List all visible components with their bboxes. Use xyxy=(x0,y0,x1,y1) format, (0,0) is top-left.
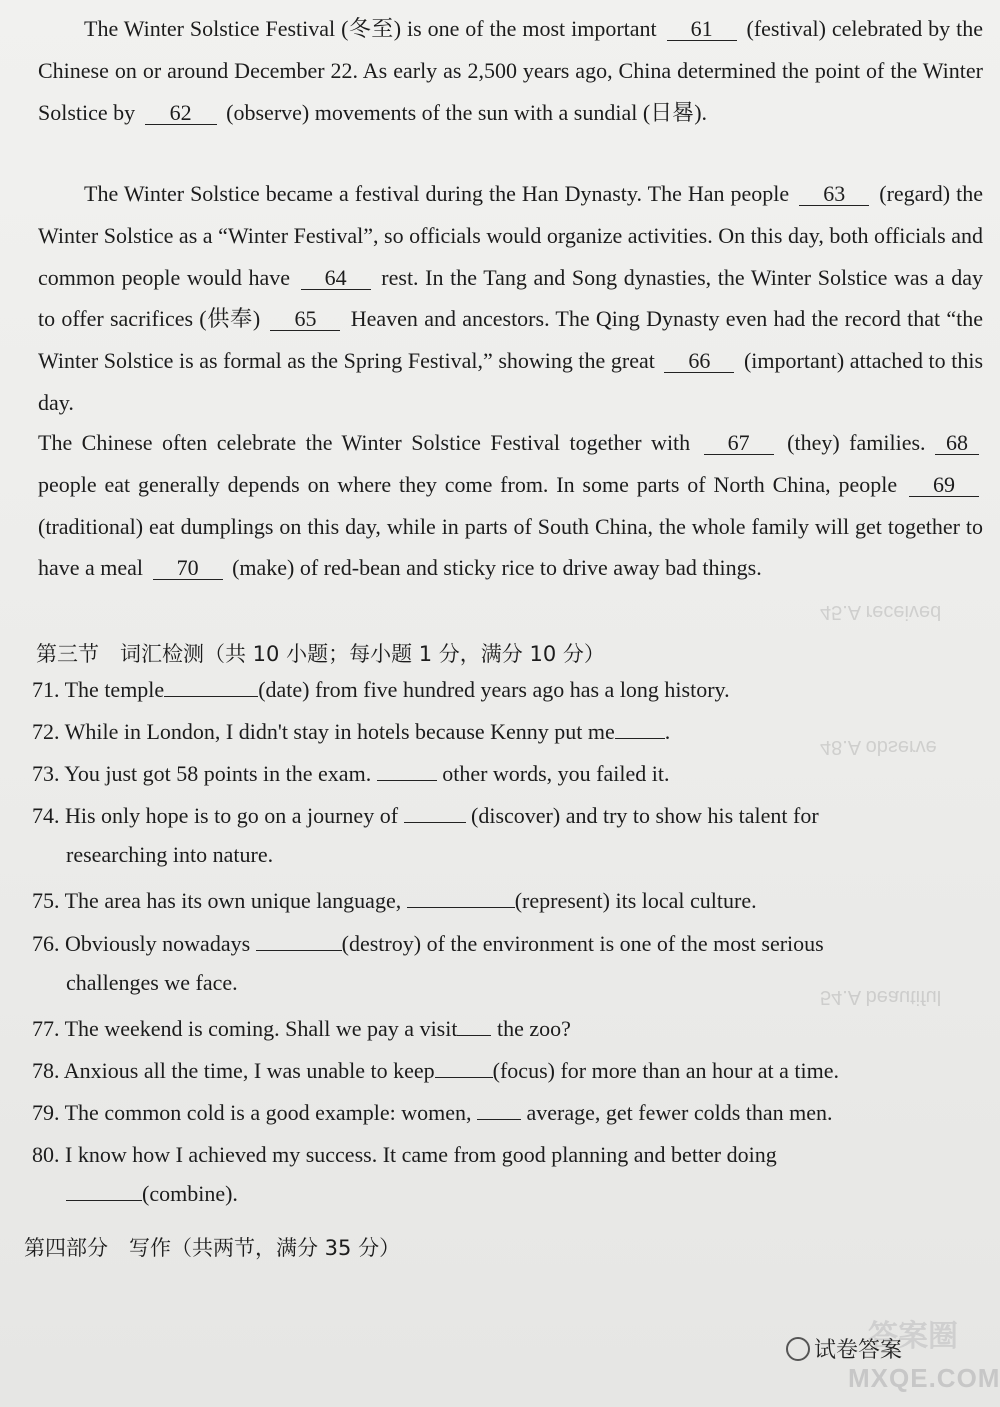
question-number: 78. xyxy=(32,1058,60,1083)
question-text: (discover) and try to show his talent for xyxy=(471,803,819,828)
question-text: (represent) its local culture. xyxy=(514,888,757,913)
bleed-through: 54.A beautiful xyxy=(820,986,942,1008)
question-text: average, get fewer colds than men. xyxy=(526,1100,833,1125)
blank-69[interactable]: 69 xyxy=(909,474,979,497)
watermark-url: MXQE.COM xyxy=(848,1363,1000,1393)
answer-blank[interactable] xyxy=(164,678,258,697)
passage-paragraph-3 xyxy=(38,422,983,589)
blank-65[interactable]: 65 xyxy=(270,308,340,331)
question-71 xyxy=(32,677,982,703)
question-72 xyxy=(32,719,982,745)
answer-blank[interactable] xyxy=(377,762,437,781)
passage-paragraph-2 xyxy=(38,173,983,424)
question-number: 72. xyxy=(32,719,60,744)
blank-61[interactable]: 61 xyxy=(667,18,737,41)
question-80 xyxy=(32,1142,982,1207)
blank-63[interactable]: 63 xyxy=(799,183,869,206)
question-number: 71. xyxy=(32,677,60,702)
answer-blank[interactable] xyxy=(435,1059,493,1078)
answer-blank[interactable] xyxy=(457,1017,491,1036)
text: (festival) celebrated by the Chinese on or around December 22. As early as 2,500 years ago, China determined the point of the Winter Solstice by xyxy=(38,16,983,125)
question-continuation: researching into nature. xyxy=(66,842,274,867)
blank-62[interactable]: 62 xyxy=(145,102,217,125)
question-73 xyxy=(32,761,982,787)
text: (observe) movements of the sun with a sundial (日晷). xyxy=(226,99,708,125)
question-number: 77. xyxy=(32,1016,60,1041)
question-78 xyxy=(32,1058,982,1084)
wechat-icon xyxy=(786,1337,810,1361)
answer-blank[interactable] xyxy=(404,804,466,823)
question-75 xyxy=(32,888,982,914)
answer-blank[interactable] xyxy=(477,1101,521,1120)
question-text: I know how I achieved my success. It came from good planning and better doing xyxy=(65,1142,777,1167)
question-text: (combine). xyxy=(142,1181,238,1206)
question-text: The area has its own unique language, xyxy=(64,888,402,913)
watermark xyxy=(778,1311,1000,1397)
passage-paragraph-1 xyxy=(38,8,983,133)
text: (they) families. xyxy=(787,430,926,455)
question-number: 75. xyxy=(32,888,60,913)
text: The Chinese often celebrate the Winter Solstice Festival together with xyxy=(38,430,691,455)
text: (make) of red-bean and sticky rice to drive away bad things. xyxy=(232,555,762,581)
text: (regard) the Winter Solstice as a “Winter Festival”, so officials would organize activities. On this day, both officials and common people would have xyxy=(38,181,983,290)
part-4-title: 第四部分 写作（共两节，满分 35 分） xyxy=(24,1236,401,1260)
question-text: His only hope is to go on a journey of xyxy=(65,803,399,828)
question-text: The common cold is a good example: women, xyxy=(64,1100,472,1125)
answer-blank[interactable] xyxy=(407,889,515,908)
text: The Winter Solstice became a festival during the Han Dynasty. The Han people xyxy=(84,181,790,206)
question-number: 79. xyxy=(32,1100,60,1125)
watermark-logo: 答案圈 xyxy=(868,1319,958,1354)
bleed-through: 48.A observe xyxy=(820,736,937,758)
question-text: (date) from five hundred years ago has a long history. xyxy=(258,677,730,702)
text: (important) attached to this day. xyxy=(38,348,984,415)
watermark-text: 试卷答案 xyxy=(814,1338,903,1363)
text: The Winter Solstice Festival (冬至) is one of the most important xyxy=(84,16,657,41)
question-continuation xyxy=(32,1181,982,1207)
question-text: The weekend is coming. Shall we pay a visit xyxy=(64,1016,458,1041)
question-number: 80. xyxy=(32,1142,60,1167)
blank-70[interactable]: 70 xyxy=(153,557,223,580)
question-77 xyxy=(32,1016,982,1042)
question-text: While in London, I didn't stay in hotels because Kenny put me xyxy=(64,719,615,744)
question-number: 74. xyxy=(32,803,60,828)
blank-67[interactable]: 67 xyxy=(704,432,774,455)
answer-blank[interactable] xyxy=(256,932,342,951)
text: (traditional) eat dumplings on this day, while in parts of South China, the whole family will get together to have a meal xyxy=(38,513,983,581)
blank-68[interactable]: 68 xyxy=(935,432,979,455)
text: rest. In the Tang and Song dynasties, the Winter Solstice was a day to offer sacrifices (供奉) xyxy=(38,264,983,332)
answer-blank[interactable] xyxy=(615,720,665,739)
question-number: 73. xyxy=(32,761,60,786)
question-text: Anxious all the time, I was unable to keep xyxy=(63,1058,435,1083)
bleed-through: 45.A received xyxy=(820,601,942,623)
question-text: (destroy) of the environment is one of the most serious xyxy=(341,931,824,956)
question-continuation: challenges we face. xyxy=(66,970,238,995)
section-3-title: 第三节 词汇检测（共 10 小题；每小题 1 分，满分 10 分） xyxy=(36,642,605,666)
question-number: 76. xyxy=(32,931,60,956)
question-text: Obviously nowadays xyxy=(65,931,251,956)
blank-64[interactable]: 64 xyxy=(301,267,371,290)
question-text: . xyxy=(664,719,671,744)
question-text: (focus) for more than an hour at a time. xyxy=(492,1058,840,1083)
blank-66[interactable]: 66 xyxy=(664,350,734,373)
question-text: the zoo? xyxy=(496,1016,571,1041)
question-text: The temple xyxy=(64,677,165,702)
question-text: other words, you failed it. xyxy=(442,761,670,786)
question-79 xyxy=(32,1100,982,1126)
question-76 xyxy=(32,931,982,996)
text: people eat generally depends on where they come from. In some parts of North China, people xyxy=(38,471,898,497)
answer-blank[interactable] xyxy=(66,1182,142,1201)
text: Heaven and ancestors. The Qing Dynasty even had the record that “the Winter Solstice is as formal as the Spring Festival,” showing the great xyxy=(38,306,984,374)
question-74 xyxy=(32,803,982,868)
question-text: You just got 58 points in the exam. xyxy=(64,761,372,786)
